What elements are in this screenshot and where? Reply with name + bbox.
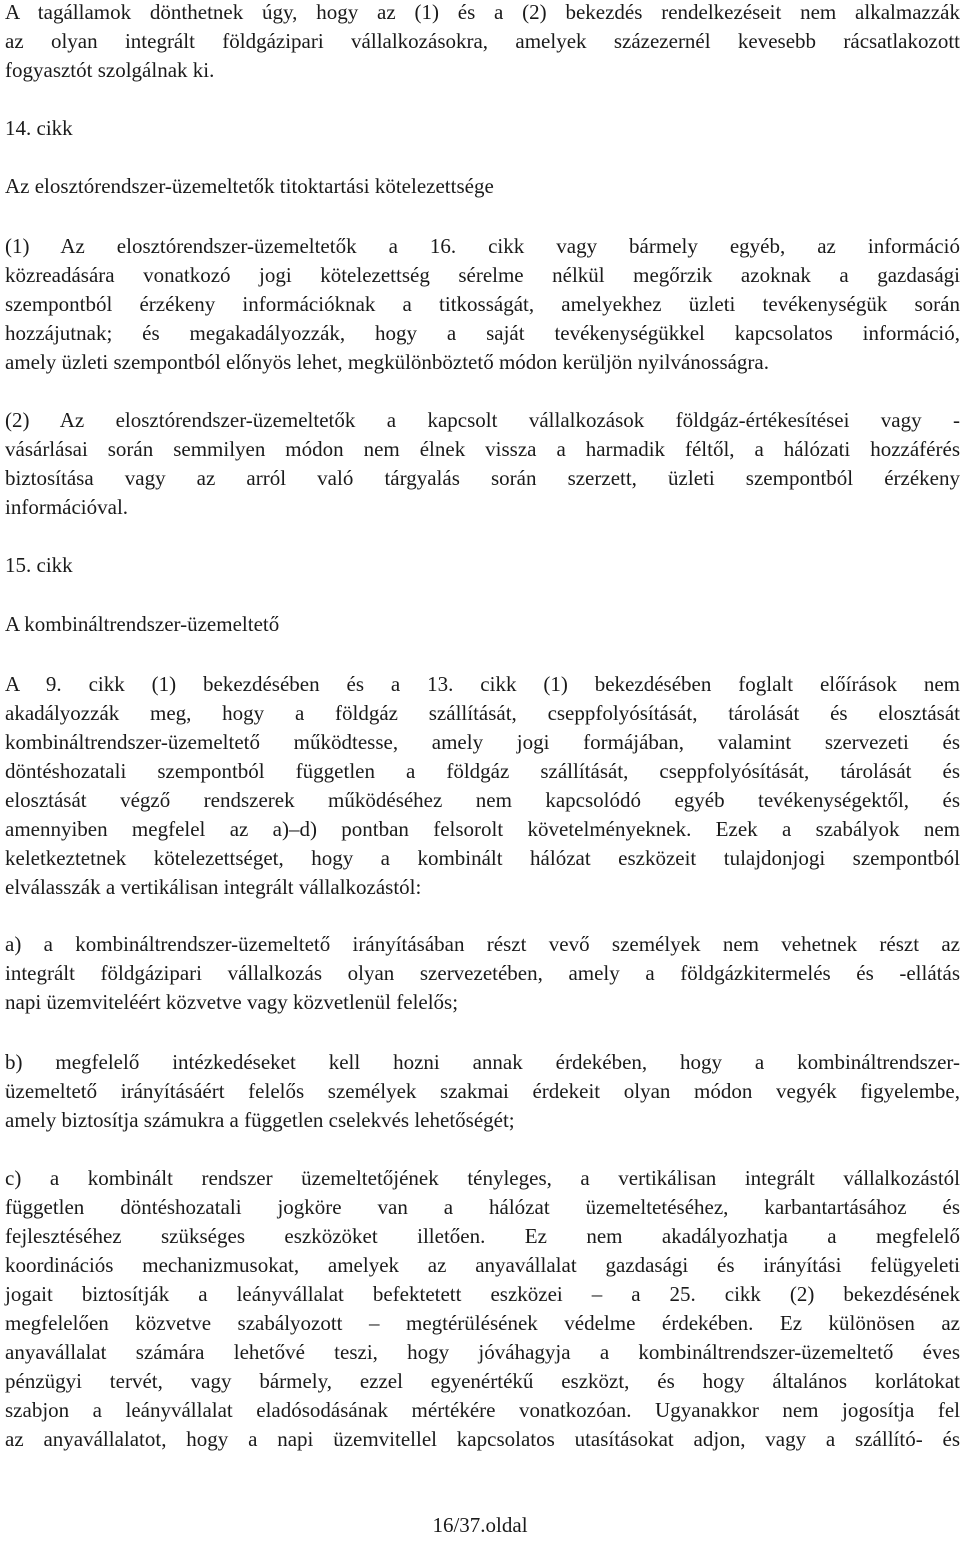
article-14-paragraph-1 bbox=[5, 232, 960, 377]
article-15-point-c bbox=[5, 1164, 960, 1454]
text-line: független döntéshozatali jogköre van a hálózat üzemeltetéséhez, karbantartásához és bbox=[5, 1195, 960, 1219]
article-14-paragraph-2 bbox=[5, 406, 960, 522]
page-number-footer: 16/37.oldal bbox=[432, 1513, 528, 1537]
text-line: biztosítása vagy az arról való tárgyalás során szerzett, üzleti szempontból érzékeny bbox=[5, 466, 960, 490]
text-line: anyavállalat számára lehetővé teszi, hogy jóváhagyja a kombináltrendszer-üzemeltető éves bbox=[5, 1340, 960, 1364]
text-line: vásárlásai során semmilyen módon nem élnek vissza a harmadik féltől, a hálózati hozzáférés bbox=[5, 437, 960, 461]
text-line: az olyan integrált földgázipari vállalkozásokra, amelyek százezernél kevesebb rácsatlakozott bbox=[5, 29, 960, 53]
text-line: A tagállamok dönthetnek úgy, hogy az (1) és a (2) bekezdés rendelkezéseit nem alkalmazzák bbox=[5, 0, 960, 24]
article-15-title bbox=[5, 610, 960, 639]
article-14-number bbox=[5, 114, 960, 143]
article-heading: 15. cikk bbox=[5, 553, 73, 577]
article-heading: 14. cikk bbox=[5, 116, 73, 140]
text-line: keletkeztetnek kötelezettséget, hogy a kombinált hálózat eszközeit tulajdonjogi szempontból bbox=[5, 846, 960, 870]
text-line: szabjon a leányvállalat eladósodásának mértékére vonatkozóan. Ugyanakkor nem jogosítja fel bbox=[5, 1398, 960, 1422]
text-line: c) a kombinált rendszer üzemeltetőjének tényleges, a vertikálisan integrált vállalkozástól bbox=[5, 1166, 960, 1190]
intro-paragraph bbox=[5, 0, 960, 85]
text-line: elosztását végző rendszerek működéséhez nem kapcsolódó egyéb tevékenységektől, és bbox=[5, 788, 960, 812]
article-15-point-a bbox=[5, 930, 960, 1017]
text-line: (1) Az elosztórendszer-üzemeltetők a 16. cikk vagy bármely egyéb, az információ bbox=[5, 234, 960, 258]
article-15-number bbox=[5, 551, 960, 580]
text-line: b) megfelelő intézkedéseket kell hozni annak érdekében, hogy a kombináltrendszer- bbox=[5, 1050, 960, 1074]
article-14-title bbox=[5, 172, 960, 201]
text-line: amely biztosítja számukra a független cselekvés lehetőségét; bbox=[5, 1108, 515, 1132]
text-line: A 9. cikk (1) bekezdésében és a 13. cikk (1) bekezdésében foglalt előírások nem bbox=[5, 672, 960, 696]
article-title: A kombináltrendszer-üzemeltető bbox=[5, 612, 280, 636]
text-line: információval. bbox=[5, 495, 129, 519]
article-title: Az elosztórendszer-üzemeltetők titoktartási kötelezettsége bbox=[5, 174, 494, 198]
text-line: jogait biztosítják a leányvállalat befektetett eszközei – a 25. cikk (2) bekezdésének bbox=[5, 1282, 960, 1306]
article-15-paragraph-1 bbox=[5, 670, 960, 902]
text-line: üzemeltető irányításáért felelős személyek szakmai érdekeit olyan módon vegyék figyelembe, bbox=[5, 1079, 960, 1103]
text-line: döntéshozatali szempontból független a földgáz szállítását, cseppfolyósítását, tárolását és bbox=[5, 759, 960, 783]
text-line: amennyiben megfelel az a)–d) pontban felsorolt követelményeknek. Ezek a szabályok nem bbox=[5, 817, 960, 841]
text-line: kombináltrendszer-üzemeltető működtesse, amely jogi formájában, valamint szervezeti és bbox=[5, 730, 960, 754]
text-line: az anyavállalatot, hogy a napi üzemvitellel kapcsolatos utasításokat adjon, vagy a szállító- és bbox=[5, 1427, 960, 1451]
text-line: akadályozzák meg, hogy a földgáz szállítását, cseppfolyósítását, tárolását és elosztását bbox=[5, 701, 960, 725]
text-line: elválasszák a vertikálisan integrált vállalkozástól: bbox=[5, 875, 422, 899]
text-line: a) a kombináltrendszer-üzemeltető irányításában részt vevő személyek nem vehetnek részt az bbox=[5, 932, 960, 956]
text-line: (2) Az elosztórendszer-üzemeltetők a kapcsolt vállalkozások földgáz-értékesítései vagy - bbox=[5, 408, 960, 432]
text-line: hozzájutnak; és megakadályozzák, hogy a saját tevékenységükkel kapcsolatos információ, bbox=[5, 321, 960, 345]
article-15-point-b bbox=[5, 1048, 960, 1135]
text-line: pénzügyi tervét, vagy bármely, ezzel egyenértékű eszközt, és hogy általános korlátokat bbox=[5, 1369, 960, 1393]
text-line: megfelelően közvetve szabályozott – megtérülésének védelme érdekében. Ez különösen az bbox=[5, 1311, 960, 1335]
text-line: fejlesztéséhez szükséges eszközöket illetően. Ez nem akadályozhatja a megfelelő bbox=[5, 1224, 960, 1248]
text-line: közreadására vonatkozó jogi kötelezettség sérelme nélkül megőrzik azoknak a gazdasági bbox=[5, 263, 960, 287]
text-line: fogyasztót szolgálnak ki. bbox=[5, 58, 215, 82]
text-line: szempontból érzékeny információknak a titkosságát, amelyekhez üzleti tevékenységük során bbox=[5, 292, 960, 316]
text-line: integrált földgázipari vállalkozás olyan szervezetében, amely a földgázkitermelés és -ellátás bbox=[5, 961, 960, 985]
text-line: koordinációs mechanizmusokat, amelyek az anyavállalat gazdasági és irányítási felügyeleti bbox=[5, 1253, 960, 1277]
text-line: amely üzleti szempontból előnyös lehet, megkülönböztető módon kerüljön nyilvánosságra. bbox=[5, 350, 769, 374]
text-line: napi üzemviteléért közvetve vagy közvetlenül felelős; bbox=[5, 990, 459, 1014]
